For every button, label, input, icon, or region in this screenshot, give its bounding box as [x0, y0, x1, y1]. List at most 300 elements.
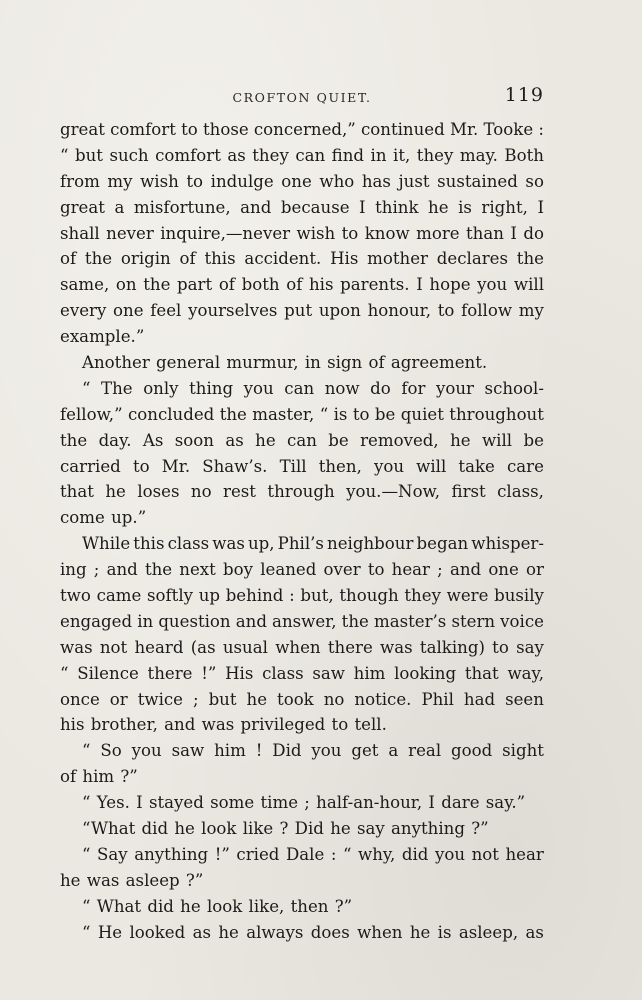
text-line — [60, 272, 544, 298]
word: heard — [134, 637, 184, 657]
word: saw — [171, 741, 205, 761]
word: “ — [342, 844, 352, 864]
word: so — [525, 171, 544, 191]
word: Mr. — [449, 120, 479, 139]
word: once — [60, 689, 100, 709]
word: why, — [357, 844, 396, 864]
word: will — [513, 275, 544, 295]
word: he — [105, 482, 126, 502]
word: (as — [190, 637, 216, 657]
paragraph — [60, 531, 544, 738]
word: looking — [394, 663, 457, 683]
word: wish — [296, 223, 336, 243]
word: and — [106, 560, 138, 580]
word: master’s — [373, 611, 447, 631]
word: whisper- — [471, 534, 544, 554]
word: does — [310, 922, 350, 942]
word: never — [106, 223, 154, 243]
word: not — [99, 637, 128, 657]
word: through — [267, 482, 335, 502]
word: boy — [223, 560, 254, 580]
word: twice — [137, 689, 183, 709]
word: to — [367, 560, 385, 580]
word: His — [330, 249, 359, 269]
word: than — [466, 223, 504, 243]
word: of — [218, 275, 235, 295]
word: the — [516, 249, 544, 269]
text-line: Another general murmur, in sign of agreement. — [82, 353, 488, 373]
word: you — [373, 456, 405, 476]
word: you — [243, 378, 274, 398]
word: no — [323, 689, 345, 709]
word: wish — [140, 171, 179, 191]
word: as — [227, 145, 246, 165]
word: two — [60, 586, 91, 606]
text-line — [60, 635, 544, 661]
word: the — [84, 249, 113, 269]
word: ing — [60, 560, 87, 580]
word: hear — [505, 844, 544, 864]
text-line — [60, 221, 544, 247]
word: origin — [120, 249, 171, 269]
word: your — [436, 378, 474, 398]
word: class, — [497, 482, 544, 502]
word: one — [113, 301, 144, 321]
word: always — [246, 922, 304, 942]
word: His — [225, 663, 254, 683]
word: can — [287, 430, 317, 450]
word: he — [218, 922, 239, 942]
word: follow — [461, 301, 513, 321]
word: or — [109, 689, 128, 709]
word: and — [240, 197, 272, 217]
word: to — [492, 637, 509, 657]
word: hope — [429, 275, 471, 295]
text-line — [60, 531, 544, 557]
word: notice. — [354, 689, 412, 709]
word: was — [60, 637, 93, 657]
word: “ — [319, 404, 329, 424]
text-line — [60, 920, 544, 946]
word: there — [147, 663, 193, 683]
word: his — [308, 275, 334, 295]
word: be — [523, 430, 544, 450]
word: may. — [459, 145, 498, 165]
word: misfortune, — [133, 197, 231, 217]
word: yourselves — [188, 301, 278, 321]
text-line: “ Yes. I stayed some time ; half-an-hour, I dare say.” — [82, 793, 526, 813]
word: part — [177, 275, 213, 295]
word: !” — [214, 844, 230, 864]
word: was — [212, 534, 245, 554]
word: from — [60, 171, 100, 191]
word: of — [179, 249, 196, 269]
word: “ — [60, 145, 69, 165]
text-line — [60, 169, 544, 195]
word: stern — [451, 611, 496, 631]
paragraph — [60, 376, 544, 531]
word: of — [60, 249, 77, 269]
text-line — [60, 246, 544, 272]
word: Say — [97, 844, 128, 864]
paragraph — [60, 894, 544, 920]
word: indulge — [210, 171, 274, 191]
paragraph — [60, 816, 544, 842]
word: he — [246, 689, 268, 709]
text-line — [60, 298, 544, 324]
word: to — [181, 120, 198, 139]
word: I — [359, 197, 366, 217]
word: you.—Now, — [346, 482, 441, 502]
text-line: “What did he look like ? Did he say anything ?” — [82, 819, 489, 839]
word: thing — [189, 378, 234, 398]
word: continued — [360, 120, 445, 139]
text-line: of him ?” — [60, 767, 138, 787]
word: such — [109, 145, 149, 165]
paragraph — [60, 842, 544, 894]
word: he — [255, 430, 276, 450]
word: mother — [367, 249, 428, 269]
word: saw — [312, 663, 345, 683]
word: know — [364, 223, 410, 243]
word: that — [60, 482, 94, 502]
word: was — [380, 637, 413, 657]
word: talking) — [419, 637, 485, 657]
word: you — [311, 741, 342, 761]
word: Did — [272, 741, 302, 761]
word: quiet — [400, 404, 444, 424]
word: ! — [255, 741, 263, 761]
word: upon — [318, 301, 361, 321]
word: you — [477, 275, 508, 295]
word: of — [286, 275, 303, 295]
word: to — [352, 404, 370, 424]
word: master, — [252, 404, 315, 424]
word: though — [339, 586, 399, 606]
text-line — [60, 557, 544, 583]
word: I — [537, 197, 544, 217]
paragraph — [60, 117, 544, 350]
word: asleep, — [458, 922, 519, 942]
word: took — [277, 689, 314, 709]
word: him — [353, 663, 386, 683]
word: no — [190, 482, 212, 502]
word: came — [96, 586, 142, 606]
word: this — [204, 249, 236, 269]
word: sight — [502, 741, 544, 761]
word: day. — [98, 430, 132, 450]
word: loses — [137, 482, 180, 502]
page-header — [60, 84, 544, 114]
text-line — [60, 402, 544, 428]
word: the — [143, 275, 171, 295]
word: be — [374, 404, 396, 424]
word: can — [295, 145, 326, 165]
word: good — [451, 741, 493, 761]
word: right, — [481, 197, 528, 217]
word: think — [375, 197, 419, 217]
word: up, — [247, 534, 275, 554]
word: Dale — [285, 844, 325, 864]
word: soon — [174, 430, 214, 450]
word: Tooke — [483, 120, 534, 139]
word: hear — [391, 560, 430, 580]
word: do — [523, 223, 544, 243]
word: can — [284, 378, 315, 398]
word: is — [458, 197, 472, 217]
word: Till — [279, 456, 307, 476]
word: be — [328, 430, 349, 450]
word: but — [74, 145, 103, 165]
word: softly — [147, 586, 193, 606]
word: you — [131, 741, 162, 761]
word: engaged — [60, 611, 133, 631]
paragraph — [60, 920, 544, 946]
word: when — [275, 637, 321, 657]
word: “ — [82, 844, 91, 864]
word: they — [252, 145, 289, 165]
word: began — [416, 534, 469, 554]
word: had — [463, 689, 496, 709]
word: anything — [134, 844, 209, 864]
word: rest — [223, 482, 256, 502]
word: the — [144, 560, 173, 580]
word: put — [284, 301, 313, 321]
word: !” — [201, 663, 217, 683]
text-line — [60, 195, 544, 221]
word: has — [361, 171, 391, 191]
word: to — [132, 456, 150, 476]
word: shall — [60, 223, 100, 243]
word: question — [158, 611, 231, 631]
word: find — [331, 145, 365, 165]
word: this — [133, 534, 165, 554]
word: as — [225, 430, 244, 450]
word: is — [333, 404, 348, 424]
word: did — [401, 844, 429, 864]
word: there — [327, 637, 373, 657]
word: both — [241, 275, 280, 295]
word: who — [319, 171, 355, 191]
text-line — [60, 376, 544, 402]
word: every — [60, 301, 107, 321]
word: cried — [236, 844, 280, 864]
word: parents. — [340, 275, 410, 295]
text-line — [60, 583, 544, 609]
word: : — [330, 844, 337, 864]
word: in — [137, 611, 154, 631]
body-text — [60, 117, 544, 946]
word: concluded — [127, 404, 215, 424]
word: looked — [129, 922, 186, 942]
word: up — [198, 586, 220, 606]
word: carried — [60, 456, 121, 476]
word: to — [186, 171, 204, 191]
word: he — [409, 922, 431, 942]
word: behind — [225, 586, 284, 606]
word: that — [464, 663, 499, 683]
text-line — [60, 609, 544, 635]
word: class — [167, 534, 210, 554]
text-line: he was asleep ?” — [60, 870, 204, 890]
word: next — [179, 560, 216, 580]
word: ; — [437, 560, 443, 580]
word: concerned,” — [253, 120, 356, 139]
word: only — [143, 378, 179, 398]
word: take — [458, 456, 495, 476]
word: answer, — [272, 611, 337, 631]
word: him — [214, 741, 246, 761]
text-line: “ What did he look like, then ?” — [82, 896, 353, 916]
word: “ — [82, 922, 91, 942]
word: the — [219, 404, 247, 424]
word: not — [471, 844, 499, 864]
word: seen — [505, 689, 544, 709]
paragraph — [60, 790, 544, 816]
word: fellow,” — [60, 404, 123, 424]
word: first — [451, 482, 486, 502]
word: as — [192, 922, 212, 942]
word: one — [281, 171, 312, 191]
word: same, — [60, 275, 110, 295]
page-number: 119 — [504, 84, 544, 106]
word: he — [450, 430, 471, 450]
word: As — [142, 430, 164, 450]
word: my — [518, 301, 544, 321]
paragraph — [60, 350, 544, 376]
word: declares — [436, 249, 508, 269]
text-line — [60, 479, 544, 505]
word: I — [510, 223, 517, 243]
word: school- — [484, 378, 544, 398]
word: is — [437, 922, 452, 942]
word: comfort — [155, 145, 221, 165]
word: it, — [393, 145, 411, 165]
text-line — [60, 842, 544, 868]
word: neighbour — [327, 534, 414, 554]
word: comfort — [110, 120, 176, 139]
word: because — [280, 197, 350, 217]
word: more — [416, 223, 460, 243]
word: my — [107, 171, 133, 191]
word: “ — [82, 741, 91, 761]
word: now — [324, 378, 360, 398]
word: : — [538, 120, 544, 139]
word: Silence — [77, 663, 139, 683]
word: will — [481, 430, 513, 450]
text-line — [60, 738, 544, 764]
word: “ — [60, 663, 69, 683]
word: Shaw’s. — [202, 456, 268, 476]
text-line — [60, 687, 544, 713]
word: for — [401, 378, 426, 398]
text-line: example.” — [60, 327, 145, 347]
word: just — [398, 171, 430, 191]
word: honour, — [367, 301, 431, 321]
word: then, — [318, 456, 362, 476]
text-line — [60, 428, 544, 454]
word: will — [416, 456, 447, 476]
word: on — [115, 275, 137, 295]
word: ; — [93, 560, 100, 580]
word: inquire,—never — [160, 223, 291, 243]
word: usual — [222, 637, 268, 657]
word: when — [357, 922, 403, 942]
word: The — [101, 378, 133, 398]
word: voice — [500, 611, 544, 631]
word: care — [506, 456, 544, 476]
word: feel — [150, 301, 182, 321]
word: and — [235, 611, 267, 631]
word: I — [416, 275, 423, 295]
text-line — [60, 454, 544, 480]
word: sustained — [437, 171, 518, 191]
word: they — [404, 586, 441, 606]
word: to — [341, 223, 359, 243]
text-line: his brother, and was privileged to tell. — [60, 715, 387, 735]
word: leaned — [260, 560, 317, 580]
word: do — [370, 378, 391, 398]
text-line — [60, 143, 544, 169]
word: While — [82, 534, 131, 554]
word: ; — [192, 689, 199, 709]
word: but — [208, 689, 237, 709]
word: a — [388, 741, 399, 761]
word: “ — [82, 378, 91, 398]
word: were — [446, 586, 489, 606]
word: class — [262, 663, 304, 683]
word: he — [428, 197, 449, 217]
word: but, — [300, 586, 334, 606]
word: accident. — [244, 249, 322, 269]
word: way, — [507, 663, 544, 683]
word: one — [488, 560, 519, 580]
word: real — [408, 741, 442, 761]
word: Both — [504, 145, 544, 165]
word: the — [341, 611, 369, 631]
word: get — [351, 741, 379, 761]
running-title: CROFTON QUIET. — [232, 90, 372, 105]
word: over — [323, 560, 361, 580]
word: : — [289, 586, 295, 606]
word: say — [516, 637, 544, 657]
text-line: come up.” — [60, 508, 147, 528]
word: busily — [494, 586, 544, 606]
word: those — [202, 120, 249, 139]
word: great — [60, 197, 105, 217]
word: in — [370, 145, 387, 165]
text-line — [60, 661, 544, 687]
text-line — [60, 117, 544, 143]
word: to — [437, 301, 455, 321]
word: or — [525, 560, 544, 580]
word: throughout — [449, 404, 544, 424]
word: a — [114, 197, 125, 217]
word: as — [525, 922, 544, 942]
word: removed, — [360, 430, 439, 450]
word: Phil — [421, 689, 454, 709]
word: you — [434, 844, 466, 864]
word: and — [449, 560, 482, 580]
word: He — [97, 922, 123, 942]
word: great — [60, 120, 105, 139]
word: Mr. — [161, 456, 191, 476]
word: Phil’s — [277, 534, 324, 554]
word: So — [100, 741, 122, 761]
word: they — [416, 145, 454, 165]
word: the — [60, 430, 88, 450]
paragraph — [60, 738, 544, 790]
